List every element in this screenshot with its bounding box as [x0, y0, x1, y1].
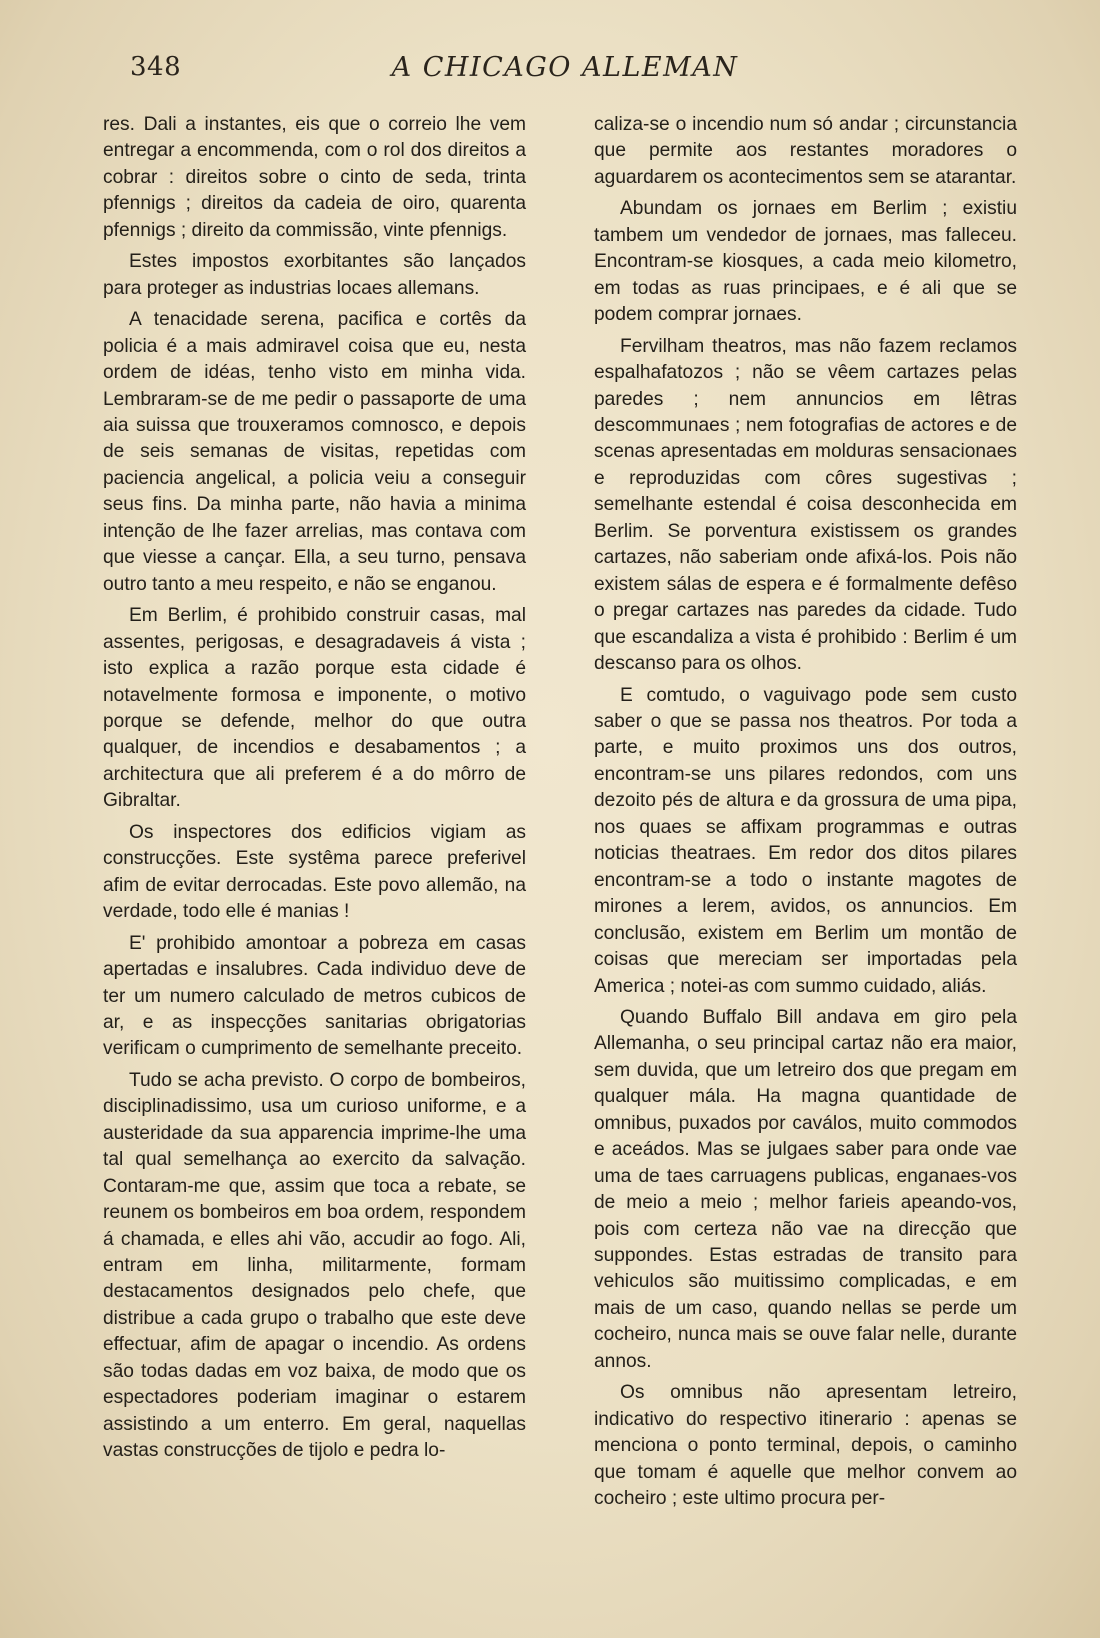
paragraph: Fervilham theatros, mas não fazem reclamos espalhafatozos ; não se vêem cartazes pelas paredes ; nem annuncios em lêtras descommunaes ; nem fotografias de actores e de scenas apresentadas em molduras sensacionaes e reproduzidas com côres sugestivas ; semelhante estendal é coisa desconhecida em Berlim. Se porventura existissem os grandes cartazes, não saberiam onde afixá-los. Pois não existem sálas de espera e é formalmente defêso o pregar cartazes nas paredes da cidade. Tudo que escandaliza a vista é prohibido : Berlim é um descanso para os olhos. [594, 335, 1017, 675]
paragraph: Os omnibus não apresentam letreiro, indicativo do respectivo itinerario : apenas se menciona o ponto terminal, depois, o caminho que tomam é aquelle que melhor convem ao cocheiro ; este ultimo procura per- [594, 1382, 1017, 1510]
paragraph: caliza-se o incendio num só andar ; circunstancia que permite aos restantes moradores o aguardarem os acontecimentos sem se atarantar. [594, 114, 1017, 188]
running-head [100, 50, 1030, 90]
paragraph: Os inspectores dos edificios vigiam as construcções. Este systêma parece preferivel afim de evitar derrocadas. Este povo allemão, na verdade, todo elle é manias ! [103, 821, 526, 923]
paragraph: Em Berlim, é prohibido construir casas, mal assentes, perigosas, e desagradaveis á vista ; isto explica a razão porque esta cidade é notavelmente formosa e imponente, o motivo porque se defende, melhor do que outra qualquer, de incendios e desabamentos ; a architectura que ali preferem é a do môrro de Gibraltar. [103, 605, 526, 812]
running-title: A CHICAGO ALLEMAN [391, 52, 739, 83]
paragraph: A tenacidade serena, pacifica e cortês da policia é a mais admiravel coisa que eu, nesta ordem de idéas, tenho visto em minha vida. Lembraram-se de me pedir o passaporte de uma aia suissa que trouxeramos comnosco, e depois de seis semanas de visitas, repetidas com paciencia angelical, a policia veiu a conseguir seus fins. Da minha parte, não havia a minima intenção de lhe fazer arrelias, mas contava com que viesse a cançar. Ella, a seu turno, pensava outro tanto a meu respeito, e não se enganou. [103, 309, 526, 595]
paragraph: Abundam os jornaes em Berlim ; existiu tambem um vendedor de jornaes, mas falleceu. Encontram-se kiosques, a cada meio kilometro, em todas as ruas principaes, e é ali que se podem comprar jornaes. [594, 198, 1017, 326]
paragraph: E' prohibido amontoar a pobreza em casas apertadas e insalubres. Cada individuo deve de ter um numero calculado de metros cubicos de ar, e as inspecções sanitarias obrigatorias verificam o cumprimento de semelhante preceito. [103, 932, 526, 1060]
paragraph: Quando Buffalo Bill andava em giro pela Allemanha, o seu principal cartaz não era maior, sem duvida, que um letreiro dos que pregam em qualquer mála. Ha magna quantidade de omnibus, puxados por caválos, muito commodos e aceádos. Mas se julgaes saber para onde vae uma de taes carruagens publicas, enganaes-vos de meio a meio ; melhor farieis apeando-vos, pois com certeza não vae na direcção que suppondes. Estas estradas de transito para vehiculos são muitissimo complicadas, e em mais de um caso, quando nellas se perde um cocheiro, nunca mais se ouve falar nelle, durante annos. [594, 1006, 1017, 1372]
right-column [594, 112, 1017, 1518]
paragraph: Estes impostos exorbitantes são lançados para proteger as industrias locaes allemans. [103, 251, 526, 299]
left-column [103, 112, 526, 1470]
paragraph: E comtudo, o vaguivago pode sem custo saber o que se passa nos theatros. Por toda a parte, e muito proximos uns dos outros, encontram-se uns pilares redondos, com uns dezoito pés de altura e da grossura de uma pipa, nos quaes se affixam programmas e outras noticias theatraes. Em redor dos ditos pilares encontram-se a todo o instante magotes de mirones a lerem, avidos, os annuncios. Em conclusão, existem em Berlim um montão de coisas que mereciam ser importadas pela America ; notei-as com summo cuidado, aliás. [594, 684, 1017, 997]
paragraph: Tudo se acha previsto. O corpo de bombeiros, disciplinadissimo, usa um curioso uniforme, e a austeridade da sua apparencia imprime-lhe uma tal qual semelhança ao exercito da salvação. Contaram-me que, assim que toca a rebate, se reunem os bombeiros em boa ordem, respondem á chamada, e elles ahi vão, accudir ao fogo. Ali, entram em linha, militarmente, formam destacamentos designados pelo chefe, que distribue a cada grupo o trabalho que este deve effectuar, afim de apagar o incendio. As ordens são todas dadas em voz baixa, de modo que os espectadores poderiam imaginar o estarem assistindo a um enterro. Em geral, naquellas vastas construcções de tijolo e pedra lo- [103, 1069, 526, 1462]
paragraph: res. Dali a instantes, eis que o correio lhe vem entregar a encommenda, com o rol dos direitos a cobrar : direitos sobre o cinto de seda, trinta pfennigs ; direitos da cadeia de oiro, quarenta pfennigs ; direito da commissão, vinte pfennigs. [103, 114, 526, 241]
page-number: 348 [130, 52, 182, 82]
